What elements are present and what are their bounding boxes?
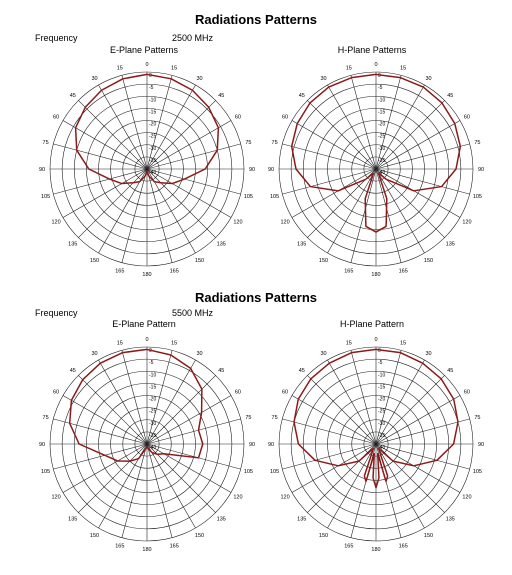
- angle-tick-label: 60: [282, 114, 289, 121]
- angle-tick-label: 0: [374, 337, 378, 343]
- angle-tick-label: 105: [40, 469, 51, 476]
- grid-spoke: [376, 396, 460, 445]
- grid-spoke: [376, 121, 460, 170]
- grid-spoke: [99, 360, 148, 444]
- grid-spoke: [99, 85, 148, 169]
- ring-tick-label: -40: [149, 170, 157, 176]
- radiation-pattern-line: [70, 349, 203, 461]
- angle-tick-label: 165: [169, 543, 179, 550]
- angle-tick-label: 45: [218, 92, 225, 99]
- angle-tick-label: 60: [463, 389, 470, 396]
- ring-tick-label: -20: [378, 396, 386, 403]
- grid-spoke: [376, 444, 460, 493]
- angle-tick-label: 45: [447, 367, 454, 374]
- angle-tick-label: 45: [218, 367, 225, 374]
- grid-spoke: [147, 419, 241, 444]
- ring-tick-label: 0: [378, 348, 381, 354]
- angle-tick-label: 105: [472, 469, 483, 476]
- angle-tick-label: 150: [318, 257, 329, 264]
- angle-tick-label: 30: [425, 351, 432, 358]
- grid-spoke: [78, 375, 147, 444]
- grid-spoke: [78, 169, 147, 238]
- grid-spoke: [147, 396, 231, 445]
- grid-spoke: [351, 169, 376, 263]
- angle-tick-label: 120: [51, 219, 61, 226]
- ring-tick-label: -30: [149, 145, 157, 152]
- grid-spoke: [282, 144, 376, 169]
- angle-tick-label: 30: [320, 351, 327, 358]
- grid-spoke: [53, 169, 147, 194]
- angle-tick-label: 135: [297, 241, 307, 248]
- ring-tick-label: -35: [149, 432, 157, 439]
- grid-spoke: [328, 169, 377, 253]
- angle-tick-label: 45: [69, 92, 76, 99]
- angle-tick-label: 90: [248, 167, 256, 173]
- grid-spoke: [376, 169, 425, 253]
- grid-spoke: [328, 85, 377, 169]
- grid-spoke: [147, 444, 231, 493]
- ring-tick-label: 0: [378, 73, 381, 79]
- angle-tick-label: 75: [474, 139, 481, 146]
- ring-tick-label: -25: [378, 133, 386, 140]
- angle-tick-label: 120: [462, 494, 472, 501]
- angle-tick-label: 135: [445, 241, 455, 248]
- ring-tick-label: -20: [149, 396, 157, 403]
- angle-tick-label: 60: [53, 114, 60, 121]
- ring-tick-label: -5: [378, 85, 383, 92]
- grid-spoke: [292, 396, 376, 445]
- angle-tick-label: 135: [216, 241, 226, 248]
- angle-tick-label: 60: [463, 114, 470, 121]
- angle-tick-label: 0: [374, 62, 378, 68]
- angle-tick-label: 30: [91, 351, 98, 358]
- angle-tick-label: 75: [42, 414, 49, 421]
- angle-tick-label: 60: [53, 389, 60, 396]
- ring-tick-label: -40: [378, 170, 386, 176]
- grid-spoke: [376, 444, 470, 469]
- angle-tick-label: 15: [116, 340, 123, 347]
- angle-tick-label: 75: [271, 139, 278, 146]
- angle-tick-label: 105: [269, 469, 280, 476]
- ring-tick-label: -10: [149, 97, 157, 104]
- angle-tick-label: 30: [196, 351, 203, 358]
- grid-spoke: [147, 444, 172, 538]
- frequency-value-2500: 2500 MHz: [172, 33, 214, 43]
- angle-tick-label: 165: [344, 543, 354, 550]
- ring-tick-label: -10: [378, 372, 386, 379]
- angle-tick-label: 60: [234, 114, 241, 121]
- frequency-value-5500: 5500 MHz: [172, 308, 214, 318]
- angle-tick-label: 105: [269, 194, 280, 201]
- section-title-5500: Radiations Patterns: [194, 290, 318, 305]
- grid-spoke: [53, 144, 147, 169]
- grid-spoke: [122, 350, 147, 444]
- angle-tick-label: 15: [345, 340, 352, 347]
- angle-tick-label: 15: [171, 340, 178, 347]
- angle-tick-label: 60: [282, 389, 289, 396]
- angle-tick-label: 165: [169, 268, 179, 275]
- angle-tick-label: 105: [243, 194, 254, 201]
- angle-tick-label: 135: [445, 516, 455, 523]
- angle-tick-label: 90: [477, 167, 485, 173]
- angle-tick-label: 150: [89, 532, 100, 539]
- polar-chart-3: [39, 337, 255, 553]
- angle-tick-label: 60: [234, 389, 241, 396]
- angle-tick-label: 120: [51, 494, 61, 501]
- ring-tick-label: -10: [378, 97, 386, 104]
- angle-tick-label: 45: [447, 92, 454, 99]
- ring-tick-label: -40: [378, 445, 386, 451]
- angle-tick-label: 30: [196, 76, 203, 83]
- polar-chart-2: [268, 62, 484, 278]
- angle-tick-label: 180: [142, 547, 152, 553]
- angle-tick-label: 120: [233, 219, 243, 226]
- angle-tick-label: 90: [477, 442, 485, 448]
- angle-tick-label: 165: [344, 268, 354, 275]
- grid-spoke: [53, 419, 147, 444]
- polar-chart-4: [268, 337, 484, 553]
- angle-tick-label: 15: [345, 65, 352, 72]
- grid-spoke: [147, 375, 216, 444]
- angle-tick-label: 120: [233, 494, 243, 501]
- angle-tick-label: 90: [38, 167, 46, 173]
- angle-tick-label: 75: [474, 414, 481, 421]
- ring-tick-label: -25: [149, 133, 157, 140]
- grid-spoke: [328, 444, 377, 528]
- grid-spoke: [147, 100, 216, 169]
- ring-tick-label: -10: [149, 372, 157, 379]
- grid-spoke: [292, 169, 376, 218]
- angle-tick-label: 165: [115, 268, 125, 275]
- grid-spoke: [147, 169, 216, 238]
- angle-tick-label: 135: [68, 241, 78, 248]
- grid-spoke: [147, 169, 241, 194]
- angle-tick-label: 150: [89, 257, 100, 264]
- angle-tick-label: 165: [398, 543, 408, 550]
- ring-tick-label: -15: [378, 384, 386, 391]
- section-title-2500: Radiations Patterns: [194, 12, 318, 27]
- angle-tick-label: 0: [145, 337, 149, 343]
- grid-spoke: [292, 444, 376, 493]
- angle-tick-label: 150: [423, 532, 434, 539]
- ring-tick-label: -20: [149, 121, 157, 128]
- angle-tick-label: 150: [423, 257, 434, 264]
- ring-tick-label: -35: [378, 432, 386, 439]
- ring-tick-label: 0: [149, 348, 152, 354]
- ring-tick-label: -35: [378, 157, 386, 164]
- ring-tick-label: -35: [149, 157, 157, 164]
- angle-tick-label: 135: [68, 516, 78, 523]
- angle-tick-label: 180: [142, 272, 152, 278]
- frequency-label-5500: Frequency: [35, 308, 78, 318]
- ring-tick-label: -20: [378, 121, 386, 128]
- angle-tick-label: 165: [398, 268, 408, 275]
- angle-tick-label: 135: [297, 516, 307, 523]
- grid-spoke: [63, 444, 147, 493]
- angle-tick-label: 75: [42, 139, 49, 146]
- angle-tick-label: 45: [298, 92, 305, 99]
- angle-tick-label: 180: [371, 547, 381, 553]
- grid-spoke: [78, 444, 147, 513]
- ring-tick-label: -25: [149, 408, 157, 415]
- angle-tick-label: 165: [115, 543, 125, 550]
- grid-spoke: [78, 100, 147, 169]
- angle-tick-label: 90: [267, 442, 275, 448]
- angle-tick-label: 75: [245, 414, 252, 421]
- ring-tick-label: -5: [149, 85, 154, 92]
- angle-tick-label: 150: [194, 532, 205, 539]
- grid-spoke: [376, 169, 460, 218]
- grid-spoke: [328, 360, 377, 444]
- ring-tick-label: -15: [378, 109, 386, 116]
- angle-tick-label: 90: [248, 442, 256, 448]
- angle-tick-label: 30: [425, 76, 432, 83]
- angle-tick-label: 15: [171, 65, 178, 72]
- angle-tick-label: 45: [69, 367, 76, 374]
- grid-spoke: [147, 144, 241, 169]
- angle-tick-label: 105: [472, 194, 483, 201]
- angle-tick-label: 90: [267, 167, 275, 173]
- grid-spoke: [282, 444, 376, 469]
- angle-tick-label: 120: [280, 494, 290, 501]
- ring-tick-label: -30: [378, 145, 386, 152]
- frequency-label-2500: Frequency: [35, 33, 78, 43]
- grid-spoke: [376, 144, 470, 169]
- grid-spoke: [351, 75, 376, 169]
- ring-tick-label: -5: [149, 360, 154, 367]
- angle-tick-label: 30: [320, 76, 327, 83]
- angle-tick-label: 75: [271, 414, 278, 421]
- angle-tick-label: 15: [400, 340, 407, 347]
- angle-tick-label: 120: [280, 219, 290, 226]
- plot-title-h-plane-5500: H-Plane Pattern: [339, 319, 405, 329]
- polar-chart-1: [39, 62, 255, 278]
- angle-tick-label: 90: [38, 442, 46, 448]
- grid-spoke: [376, 169, 401, 263]
- grid-spoke: [122, 75, 147, 169]
- angle-tick-label: 0: [145, 62, 149, 68]
- angle-tick-label: 150: [318, 532, 329, 539]
- grid-spoke: [292, 121, 376, 170]
- plot-title-e-plane-2500: E-Plane Patterns: [109, 45, 179, 55]
- angle-tick-label: 120: [462, 219, 472, 226]
- angle-tick-label: 150: [194, 257, 205, 264]
- angle-tick-label: 135: [216, 516, 226, 523]
- angle-tick-label: 105: [243, 469, 254, 476]
- grid-spoke: [307, 375, 376, 444]
- angle-tick-label: 30: [91, 76, 98, 83]
- ring-tick-label: -30: [378, 420, 386, 427]
- grid-spoke: [376, 375, 445, 444]
- grid-spoke: [53, 444, 147, 469]
- ring-tick-label: -40: [149, 445, 157, 451]
- angle-tick-label: 15: [116, 65, 123, 72]
- ring-tick-label: -15: [149, 109, 157, 116]
- angle-tick-label: 180: [371, 272, 381, 278]
- angle-tick-label: 105: [40, 194, 51, 201]
- ring-tick-label: -25: [378, 408, 386, 415]
- angle-tick-label: 75: [245, 139, 252, 146]
- plot-title-h-plane-2500: H-Plane Patterns: [337, 45, 407, 55]
- grid-spoke: [376, 100, 445, 169]
- ring-tick-label: -15: [149, 384, 157, 391]
- grid-spoke: [351, 350, 376, 444]
- angle-tick-label: 15: [400, 65, 407, 72]
- ring-tick-label: -30: [149, 420, 157, 427]
- angle-tick-label: 45: [298, 367, 305, 374]
- ring-tick-label: 0: [149, 73, 152, 79]
- ring-tick-label: -5: [378, 360, 383, 367]
- plot-title-e-plane-5500: E-Plane Pattern: [112, 319, 176, 329]
- grid-spoke: [122, 444, 147, 538]
- grid-spoke: [307, 100, 376, 169]
- grid-spoke: [376, 444, 425, 528]
